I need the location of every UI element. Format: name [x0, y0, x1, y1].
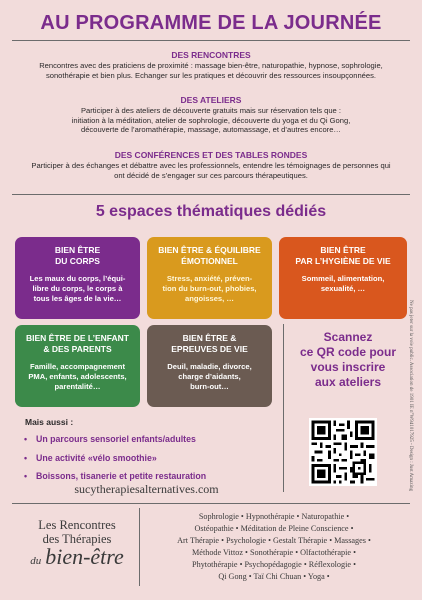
card-body: Deuil, maladie, divorce, charge d’aidants, burn-out…: [167, 362, 252, 391]
section-line: Participer à des ateliers de découverte gratuits mais sur réservation tels que :: [80, 106, 341, 115]
card-title: BIEN ÊTRE PAR L’HYGIÈNE DE VIE: [295, 245, 391, 266]
section-line: Participer à des échanges et débattre avec les professionnels, entendre les témoignages de personnes qui: [31, 161, 391, 170]
therapies-list: Sophrologie • Hypnothérapie • Naturopathie • Ostéopathie • Méditation de Pleine Conscience • Art Thérapie • Psychologie • Gestalt Thérapie • Massages • Méthode Vittoz • Sonothérapie • Olfactothérapie • Phytothérapie • Psychopédagogie • Réflexologie • Qi Gong • Taï Chi Chuan • Yoga •: [177, 512, 371, 581]
divider: [12, 194, 410, 195]
aussi-list: [24, 433, 206, 489]
website-link[interactable]: sucytherapiesalternatives.com: [74, 482, 219, 496]
space-card-enfant: [15, 325, 140, 407]
divider-vertical: [283, 324, 284, 492]
card-title: BIEN ÊTRE DU CORPS: [54, 245, 101, 266]
list-item: • Un parcours sensoriel enfants/adultes: [24, 434, 196, 444]
card-body: Les maux du corps, l’équi- libre du corps, le corps à tous les âges de la vie…: [29, 274, 126, 303]
page-title: AU PROGRAMME DE LA JOURNÉE: [40, 12, 382, 34]
legal-note: Ne pas jeter sur la voie public. Association de 1901 IE n°W941017925 - Design : Just Amazing: [408, 300, 413, 491]
section-line: découverte de l’aromathérapie, massage, automassage, et d’autres encore…: [80, 125, 342, 135]
section-line: ont décidé de s’engager sur ces parcours thérapeutiques.: [114, 170, 308, 180]
card-title: BIEN ÊTRE & ÉQUILIBRE ÉMOTIONNEL: [158, 245, 261, 266]
divider: [12, 40, 410, 41]
section-title: DES CONFÉRENCES ET DES TABLES RONDES: [114, 150, 308, 160]
card-title: BIEN ÊTRE DE L’ENFANT & DES PARENTS: [26, 333, 129, 354]
space-card-epreuves: [147, 325, 272, 407]
space-card-hygiene: [279, 237, 407, 319]
section-line: Rencontres avec des praticiens de proximité : massage bien-être, naturopathie, hypnose, sophrologie,: [39, 61, 383, 70]
section-conferences: [14, 150, 408, 180]
section-line: initiation à la méditation, atelier de sophrologie, découverte du yoga et du Qi Gong,: [71, 115, 351, 125]
section-title: DES RENCONTRES: [171, 50, 251, 60]
event-logo: Les Rencontres des Thérapies du bien-être: [30, 518, 124, 569]
section-rencontres: [14, 50, 408, 80]
divider-vertical: [139, 508, 140, 586]
card-body: Famille, accompagnement PMA, enfants, adolescents, parentalité…: [28, 362, 127, 391]
section-ateliers: [14, 95, 408, 135]
section-title: DES ATELIERS: [180, 95, 242, 105]
aussi-label: Mais aussi :: [25, 417, 74, 427]
divider: [12, 503, 410, 504]
space-card-corps: [15, 237, 140, 319]
space-card-emotionnel: [147, 237, 272, 319]
section-line: sonothérapie et bien plus. Echanger sur les pratiques et découvrir des ressources insoupçonnées.: [45, 70, 377, 80]
card-title: BIEN ÊTRE & EPREUVES DE VIE: [171, 333, 248, 354]
card-body: Sommeil, alimentation, sexualité, …: [301, 274, 385, 293]
list-item: • Une activité «vélo smoothie»: [24, 452, 157, 463]
qr-callout: Scannez ce QR code pour vous inscrire aux ateliers: [299, 330, 397, 389]
spaces-subtitle: 5 espaces thématiques dédiés: [95, 203, 327, 220]
card-body: Stress, anxiété, préven- tion du burn-out, phobies, angoisses, …: [162, 274, 257, 303]
qr-code[interactable]: [309, 418, 377, 486]
list-item: • Boissons, tisanerie et petite restauration: [24, 471, 207, 481]
